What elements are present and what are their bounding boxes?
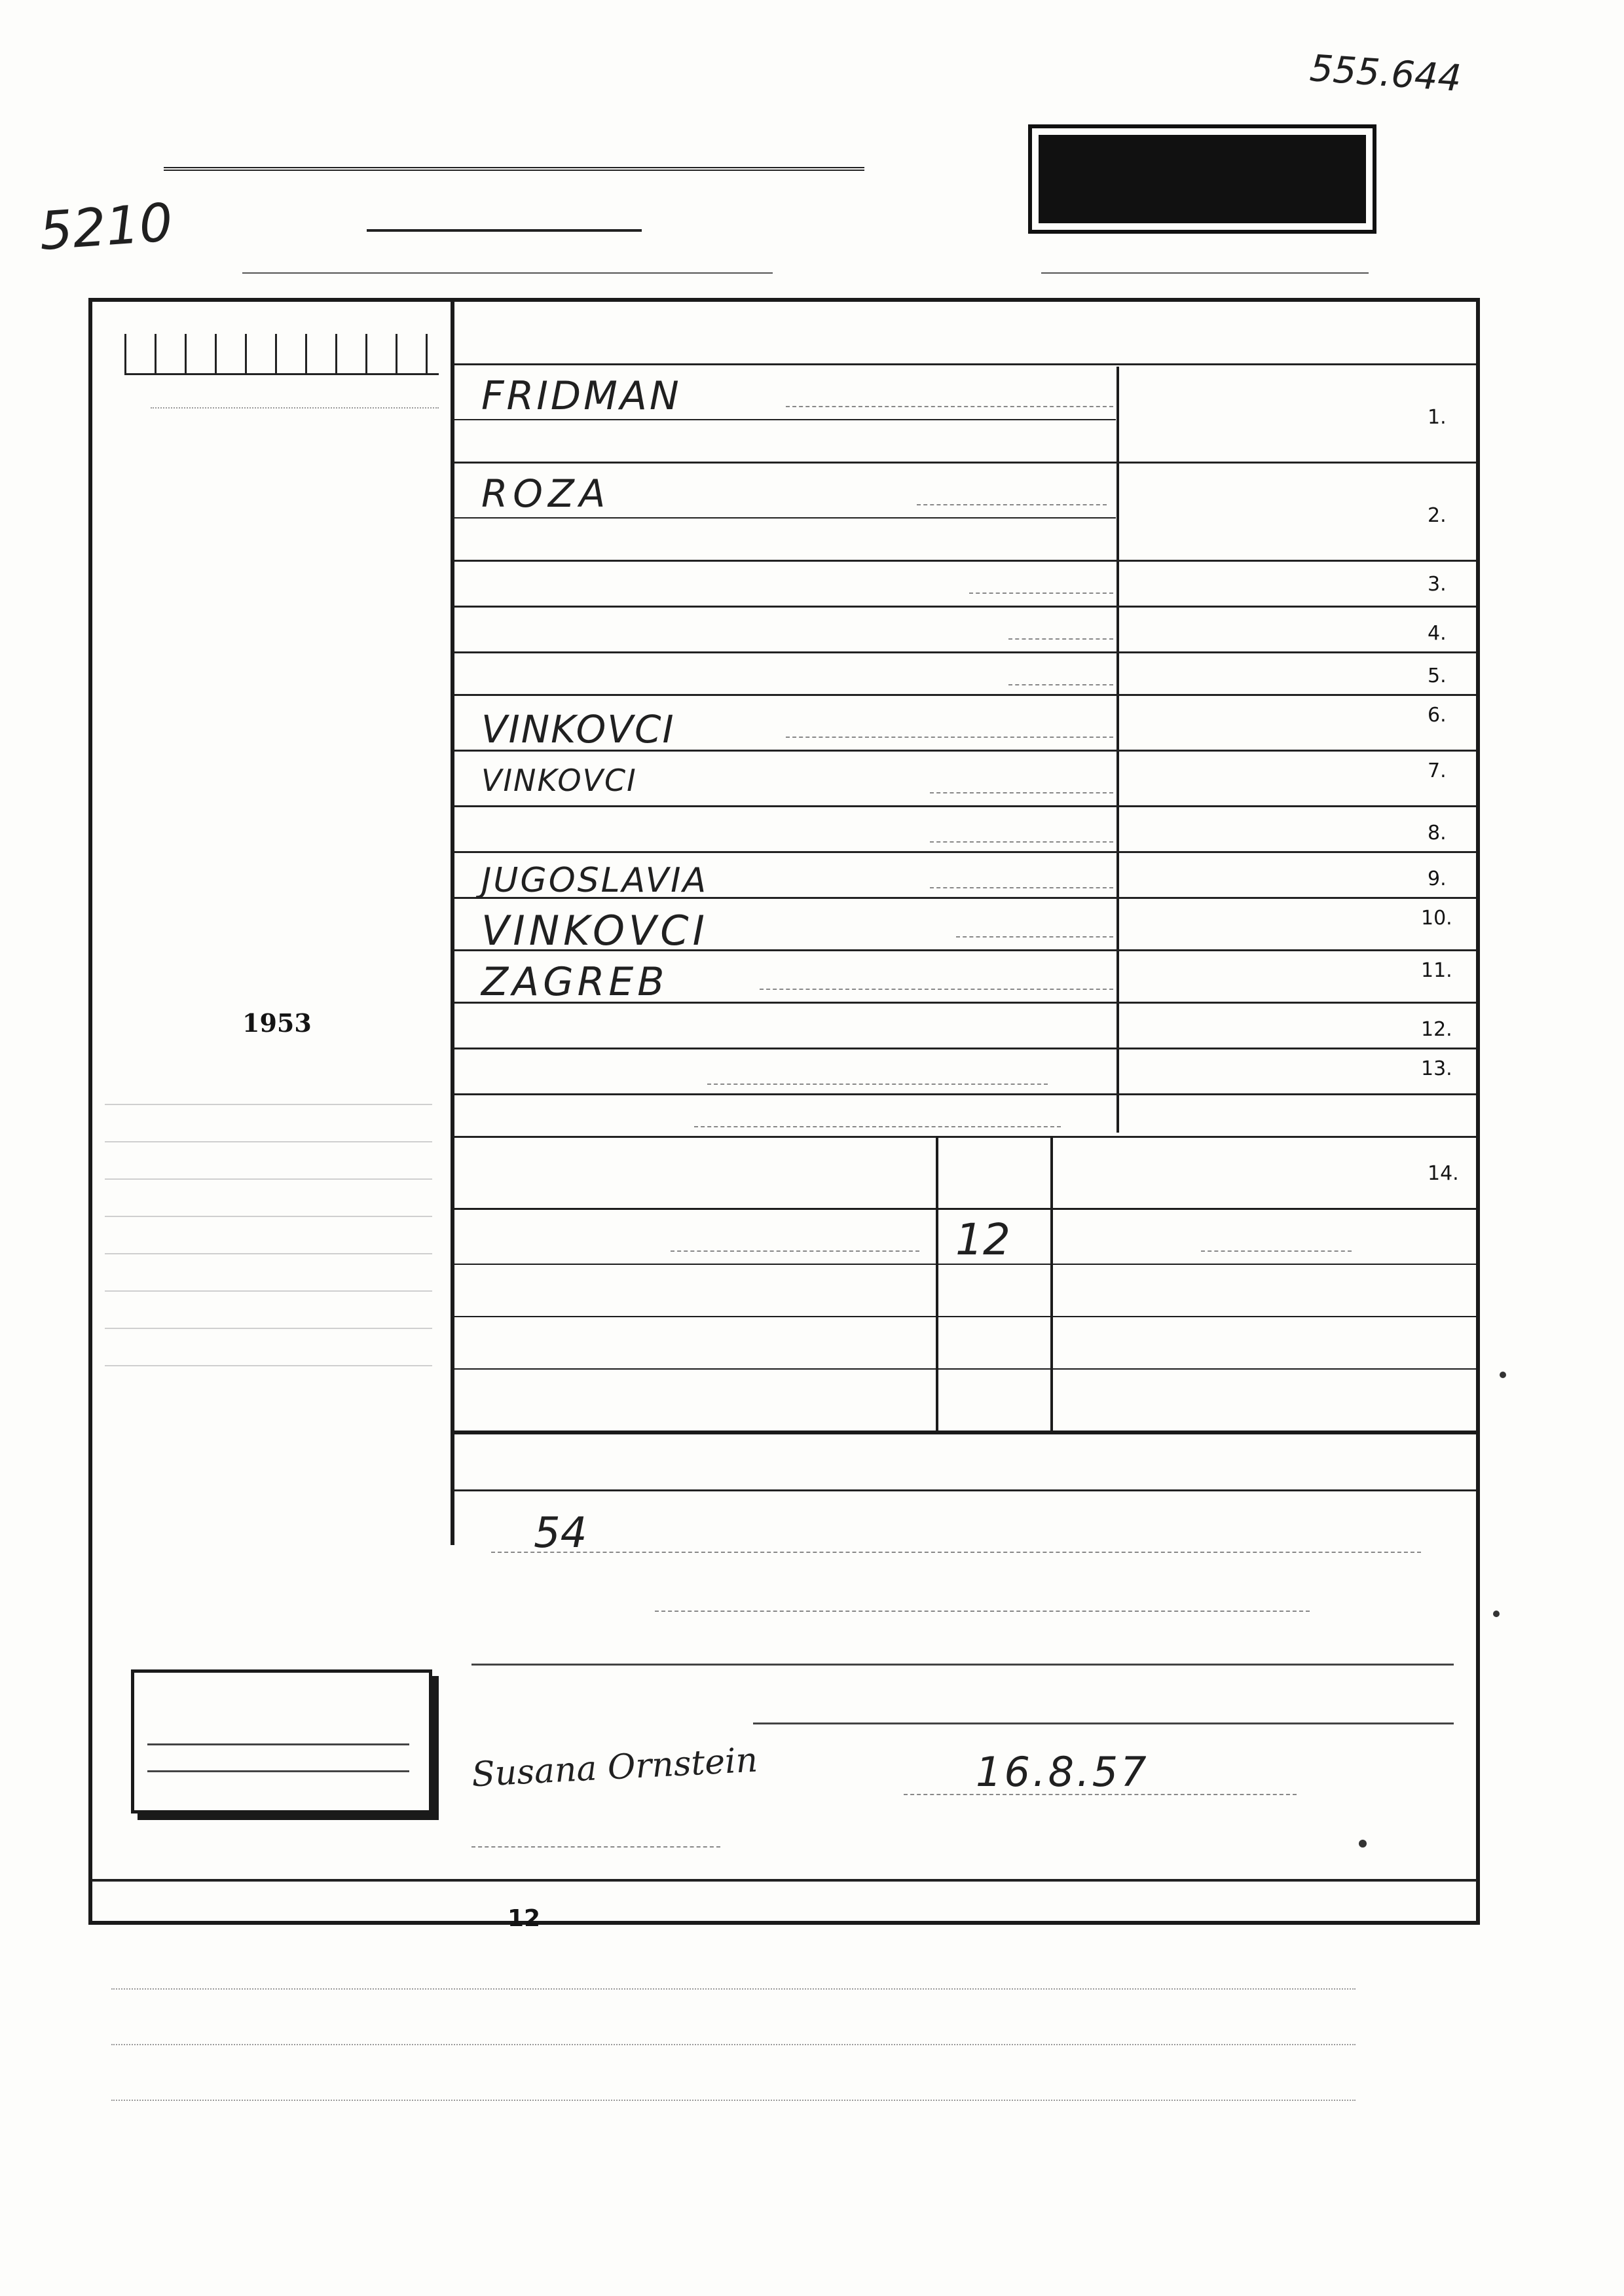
- row-line-3: [454, 462, 1476, 464]
- hebrew-entry-residence: [930, 792, 1113, 793]
- row-line-8: [454, 694, 1476, 696]
- footer-address-number: 12: [507, 1905, 541, 1932]
- child-age-value: 12: [955, 1214, 1010, 1265]
- row-line-1: [454, 363, 1476, 365]
- field-number-5: 5.: [1428, 665, 1447, 687]
- photo-ticks: [124, 334, 439, 375]
- law-text-block: [98, 917, 439, 1460]
- photo-area: [105, 426, 439, 884]
- hebrew-entry-death: [760, 989, 1113, 990]
- field-number-11: 11.: [1421, 959, 1452, 982]
- row-line-2: [454, 419, 1116, 420]
- row-line-15: [454, 1048, 1476, 1049]
- margin-mark-2: [1493, 1611, 1500, 1617]
- child-place-entry: [671, 1250, 919, 1252]
- field-number-1: 1.: [1428, 406, 1447, 429]
- yad-vashem-logo: [1028, 124, 1376, 234]
- hebrew-entry-country: [930, 887, 1113, 888]
- hebrew-entry-birthdate: [1008, 684, 1113, 685]
- footer-witness-line: [111, 2085, 1356, 2101]
- archive-number: 555.644: [1308, 47, 1463, 100]
- children-row-line-2: [454, 1316, 1476, 1317]
- law-year: 1953: [242, 1008, 312, 1038]
- hebrew-entry-spouse: [707, 1084, 1048, 1085]
- field-number-7: 7.: [1428, 759, 1447, 782]
- file-mark: 5210: [37, 192, 175, 262]
- form-title: [367, 177, 642, 232]
- row-line-11: [454, 851, 1476, 853]
- residence-value: VINKOVCI: [481, 763, 637, 798]
- field-number-6: 6.: [1428, 704, 1447, 727]
- hebrew-entry-profession: [930, 841, 1113, 843]
- note-separator: [454, 1489, 1476, 1491]
- field-number-10: 10.: [1421, 907, 1452, 930]
- hebrew-entry-husband: [694, 1126, 1061, 1127]
- field-number-9: 9.: [1428, 867, 1447, 890]
- field-number-13: 13.: [1421, 1057, 1452, 1080]
- row-line-6: [454, 606, 1476, 608]
- field-number-2: 2.: [1428, 504, 1447, 527]
- first-name-value: ROZA: [481, 471, 611, 516]
- wartime-country-value: JUGOSLAVIA: [481, 861, 709, 900]
- field-number-12: 12.: [1421, 1018, 1452, 1041]
- hebrew-entry-mother: [1008, 638, 1113, 640]
- footer-camp-line: [111, 1974, 1356, 1990]
- footer-ghetto-line: [111, 2030, 1356, 2045]
- children-col-divider-2: [1050, 1136, 1053, 1430]
- place-date-line: [904, 1794, 1297, 1795]
- wartime-place-value: VINKOVCI: [481, 907, 709, 955]
- submitter-street-number: 54: [534, 1509, 587, 1558]
- official-signature-line: [471, 1846, 720, 1848]
- field-number-3: 3.: [1428, 573, 1447, 596]
- footer-separator: [92, 1879, 1477, 1882]
- family-name-value: FRIDMAN: [481, 373, 682, 419]
- law-text-lines: [105, 1080, 432, 1375]
- address-line: [1041, 242, 1369, 274]
- children-header-line: [454, 1208, 1476, 1210]
- submitter-relation-entry: [655, 1611, 1310, 1612]
- field-number-8: 8.: [1428, 822, 1447, 845]
- row-line-7: [454, 651, 1476, 653]
- hebrew-entry-family: [786, 406, 1113, 407]
- row-line-16: [454, 1093, 1476, 1095]
- submitter-name-entry: [491, 1552, 1421, 1553]
- children-col-divider-1: [936, 1136, 938, 1430]
- footer-heading: [589, 1905, 1179, 1934]
- children-table: [454, 1136, 1476, 1434]
- form-subtitle: [242, 242, 773, 274]
- field-number-4: 4.: [1428, 622, 1447, 645]
- submission-date: 16.8.57: [976, 1748, 1149, 1796]
- certificate-box-lines: [147, 1719, 409, 1797]
- hebrew-entry-birthplace: [786, 737, 1113, 738]
- child-name-entry: [1201, 1250, 1352, 1252]
- row-line-4: [454, 517, 1116, 519]
- submitter-signature: Susana Ornstein: [470, 1740, 759, 1795]
- certificate-box: [131, 1669, 432, 1813]
- declaration-text-line-2: [753, 1719, 1454, 1724]
- hebrew-entry-first: [917, 504, 1107, 505]
- certificate-number-line: [151, 393, 439, 409]
- field-number-14: 14.: [1428, 1162, 1459, 1185]
- death-place-value: ZAGREB: [481, 959, 669, 1005]
- margin-mark-1: [1500, 1372, 1506, 1378]
- children-row-line-3: [454, 1368, 1476, 1370]
- hebrew-entry-father: [969, 592, 1113, 594]
- hebrew-entry-wartime: [956, 936, 1113, 938]
- birth-place-value: VINKOVCI: [481, 707, 675, 752]
- margin-mark-3: [1359, 1840, 1367, 1848]
- row-line-10: [454, 805, 1476, 807]
- row-line-5: [454, 560, 1476, 562]
- organization-line: [164, 134, 864, 171]
- declaration-text-line-1: [471, 1660, 1454, 1666]
